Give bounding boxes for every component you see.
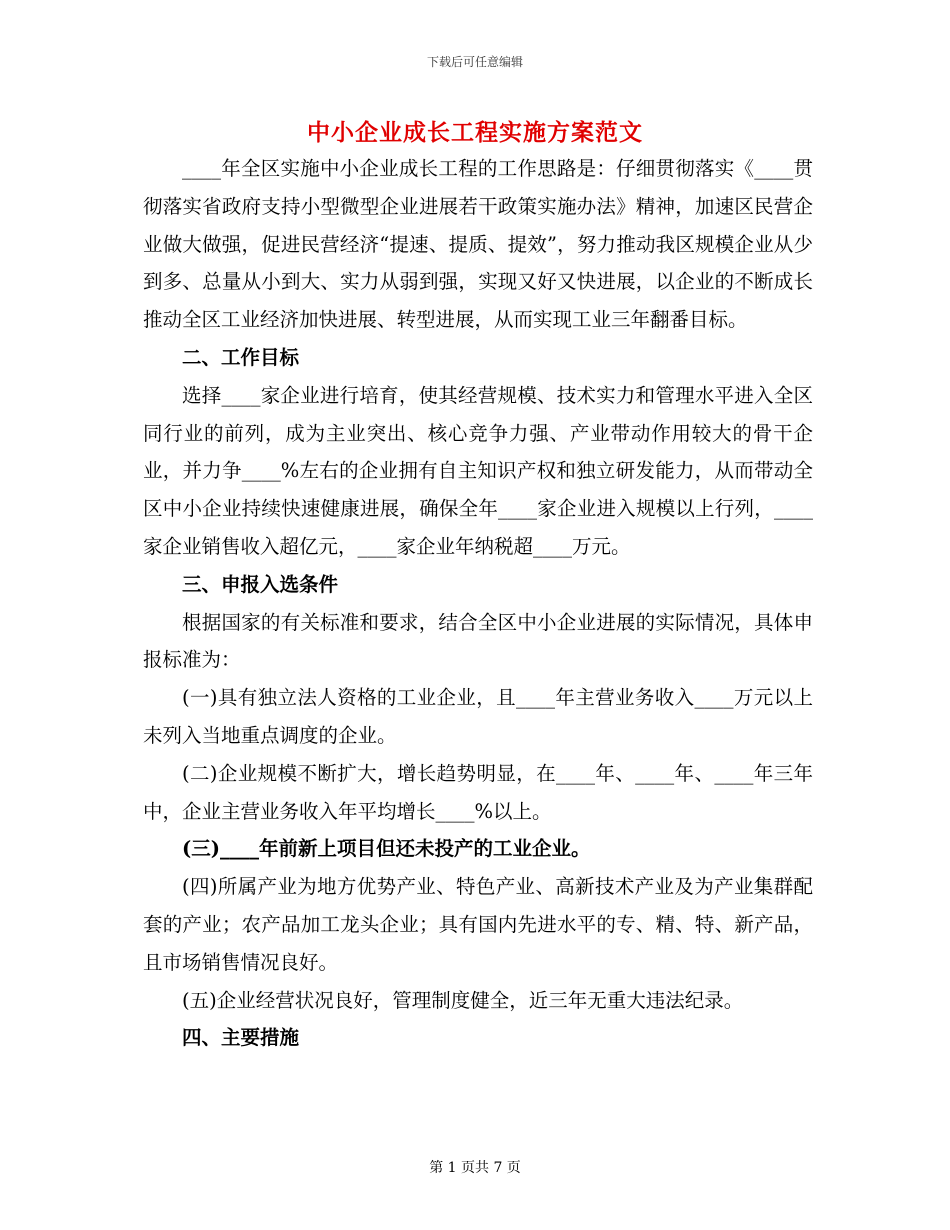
document-body (143, 150, 813, 1057)
paragraph-goals: 选择____家企业进行培育，使其经营规模、技术实力和管理水平进入全区同行业的前列，成为主业突出、核心竞争力强、产业带动作用较大的骨干企业，并力争____%左右的企业拥有自主知识产权和独立研发能力，从而带动全区中小企业持续快速健康进展，确保全年____家企业进入规模以上行列，____家企业销售收入超亿元，____家企业年纳税超____万元。 (143, 383, 813, 558)
page-footer: 第 1 页共 7 页 (429, 1160, 521, 1176)
section-heading-conditions: 三、申报入选条件 (182, 572, 339, 596)
section-heading-goals: 二、工作目标 (182, 345, 300, 369)
paragraph-conditions-intro: 根据国家的有关标准和要求，结合全区中小企业进展的实际情况，具体申报标准为： (143, 610, 813, 672)
condition-item-1: (一)具有独立法人资格的工业企业，且____年主营业务收入____万元以上未列入当地重点调度的企业。 (143, 686, 813, 747)
paragraph-intro: ____年全区实施中小企业成长工程的工作思路是：仔细贯彻落实《____贯彻落实省政府支持小型微型企业进展若干政策实施办法》精神，加速区民营企业做大做强，促进民营经济“提速、提质、提效”，努力推动我区规模企业从少到多、总量从小到大、实力从弱到强，实现又好又快进展，以企业的不断成长推动全区工业经济加快进展、转型进展，从而实现工业三年翻番目标。 (143, 157, 813, 332)
document-title: 中小企业成长工程实施方案范文 (307, 119, 643, 146)
condition-item-4: (四)所属产业为地方优势产业、特色产业、高新技术产业及为产业集群配套的产业；农产品加工龙头企业；具有国内先进水平的专、精、特、新产品，且市场销售情况良好。 (143, 875, 813, 974)
page-header: 下载后可任意编辑 (426, 55, 523, 69)
condition-item-5: (五)企业经营状况良好，管理制度健全，近三年无重大违法纪录。 (182, 988, 744, 1012)
condition-item-3: (三)____年前新上项目但还未投产的工业企业。 (182, 837, 591, 861)
section-heading-measures: 四、主要措施 (182, 1026, 300, 1050)
condition-item-2: (二)企业规模不断扩大，增长趋势明显，在____年、____年、____年三年中，企业主营业务收入年平均增长____%以上。 (143, 761, 813, 823)
